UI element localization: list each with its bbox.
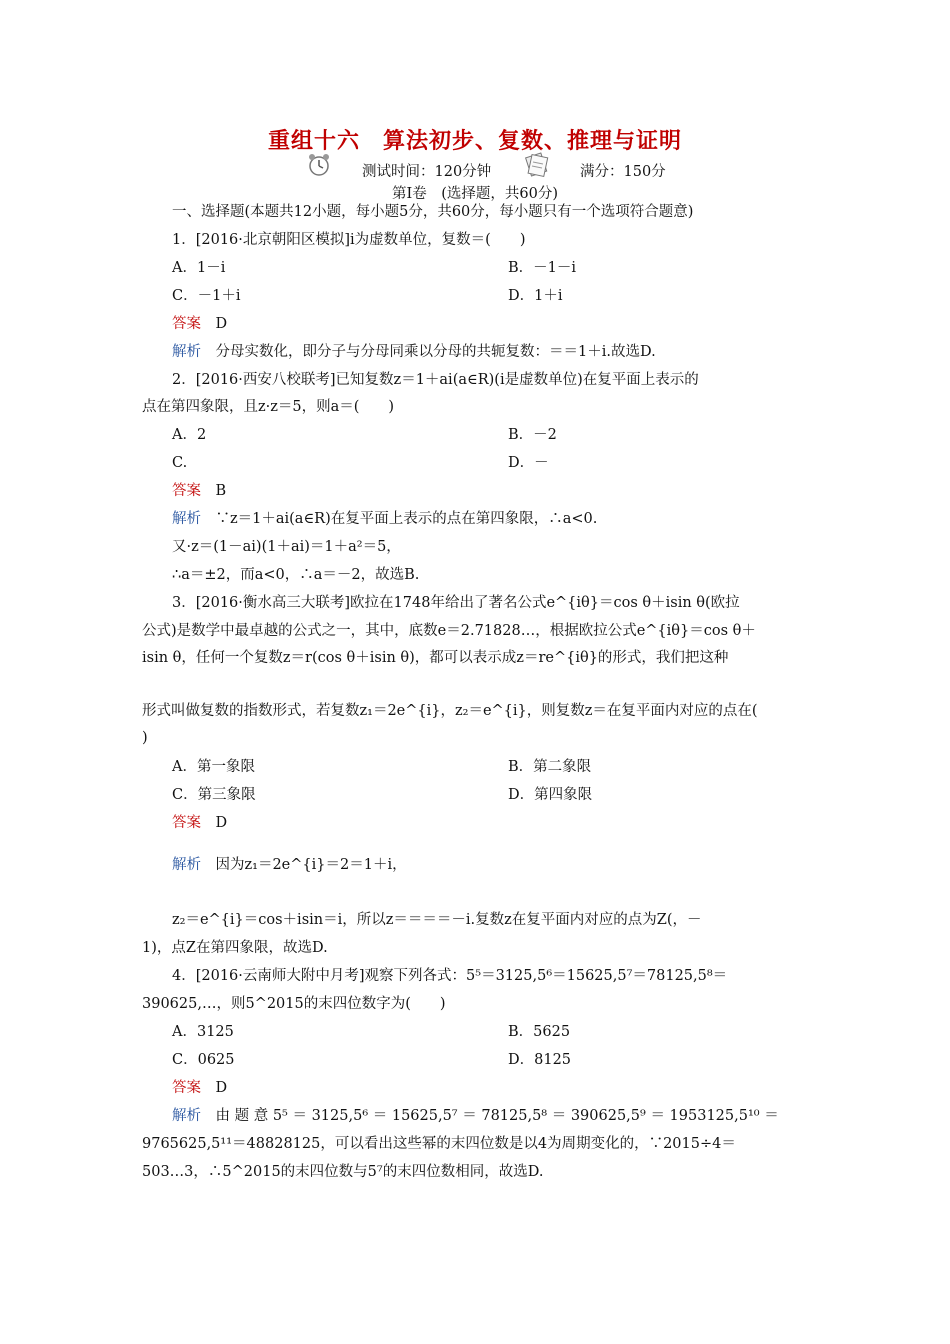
q2-option-a: A．2 xyxy=(172,427,207,443)
q1-analysis: 分母实数化，即分子与分母同乘以分母的共轭复数：＝＝1＋i.故选D. xyxy=(215,344,656,360)
analysis-label: 解析 xyxy=(172,1108,201,1124)
q3-analysis-line1: 因为z₁＝2e^{i}＝2＝1＋i， xyxy=(215,857,407,873)
q4-analysis-line2: 9765625,5¹¹＝48828125，可以看出这些幂的末四位数是以4为周期变化的，∵2015÷4＝ xyxy=(142,1136,736,1152)
q4-answer-row xyxy=(172,1078,227,1098)
q3-stem-line4: 形式叫做复数的指数形式，若复数z₁＝2e^{i}，z₂＝e^{i}，则复数z＝在复平面内对应的点在( xyxy=(142,703,758,719)
q1-analysis-row xyxy=(172,342,656,362)
page-title: 重组十六 算法初步、复数、推理与证明 xyxy=(267,129,682,154)
q2-option-d: D．－ xyxy=(508,455,549,471)
q1-answer-row xyxy=(172,314,227,334)
q2-answer-row xyxy=(172,481,226,501)
q2-answer: B xyxy=(215,483,227,499)
q1-stem: 1．[2016·北京朝阳区模拟]i为虚数单位，复数＝( ) xyxy=(172,232,526,248)
q4-answer: D xyxy=(215,1080,228,1096)
q1-answer: D xyxy=(215,316,228,332)
q3-analysis-line3: 1)，点Z在第四象限，故选D. xyxy=(142,940,328,956)
q4-option-a: A．3125 xyxy=(172,1024,234,1040)
q4-analysis-row xyxy=(172,1106,779,1126)
q4-option-d: D．8125 xyxy=(508,1052,572,1068)
q4-analysis-line1: 由 题 意 5⁵ ＝ 3125,5⁶ ＝ 15625,5⁷ ＝ 78125,5⁸ ＝ 390625,5⁹ ＝ 1953125,5¹⁰ ＝ xyxy=(215,1108,779,1124)
q3-analysis-line2: z₂＝e^{i}＝cos＋isin＝i，所以z＝＝＝＝－i.复数z在复平面内对应的点为Z(，－ xyxy=(172,912,702,928)
analysis-label: 解析 xyxy=(172,511,201,527)
q4-option-c: C．0625 xyxy=(172,1052,235,1068)
q4-stem-line2: 390625,…，则5^2015的末四位数字为( ) xyxy=(142,996,446,1012)
q3-stem-line2: 公式)是数学中最卓越的公式之一，其中，底数e＝2.71828…，根据欧拉公式e^{iθ}＝cos θ＋ xyxy=(142,623,756,639)
q4-option-b: B．5625 xyxy=(508,1024,571,1040)
alarm-clock-icon xyxy=(306,152,332,182)
answer-label: 答案 xyxy=(172,316,201,332)
volume-heading: 第Ⅰ卷 (选择题，共60分) xyxy=(392,186,558,202)
q3-option-b: B．第二象限 xyxy=(508,759,592,775)
q4-stem-line1: 4．[2016·云南师大附中月考]观察下列各式：5⁵＝3125,5⁶＝15625,5⁷＝78125,5⁸＝ xyxy=(172,968,728,984)
analysis-label: 解析 xyxy=(172,344,201,360)
q3-answer-row xyxy=(172,813,227,833)
full-score: 满分：150分 xyxy=(580,164,666,180)
q1-option-d: D．1＋i xyxy=(508,288,563,304)
q2-analysis-line3: ∴a＝±2，而a<0，∴a＝－2，故选B. xyxy=(172,567,420,583)
q1-option-c: C．－1＋i xyxy=(172,288,241,304)
q3-stem-line3: isin θ，任何一个复数z＝r(cos θ＋isin θ)，都可以表示成z＝re^{iθ}的形式，我们把这种 xyxy=(142,650,729,666)
q3-option-a: A．第一象限 xyxy=(172,759,255,775)
q1-option-b: B．－1－i xyxy=(508,260,577,276)
q3-option-d: D．第四象限 xyxy=(508,787,593,803)
q2-analysis-row xyxy=(172,509,597,529)
q3-stem-line5: ) xyxy=(142,730,148,746)
test-time: 测试时间：120分钟 xyxy=(362,164,492,180)
analysis-label: 解析 xyxy=(172,857,201,873)
q4-analysis-line3: 503…3，∴5^2015的末四位数与5⁷的末四位数相同，故选D. xyxy=(142,1164,544,1180)
q3-analysis-row xyxy=(172,855,407,875)
answer-label: 答案 xyxy=(172,1080,201,1096)
answer-label: 答案 xyxy=(172,483,201,499)
test-meta xyxy=(300,158,700,182)
q2-stem-line2: 点在第四象限，且z·z＝5，则a＝( ) xyxy=(142,399,395,415)
q3-stem-line1: 3．[2016·衡水高三大联考]欧拉在1748年给出了著名公式e^{iθ}＝cos θ＋isin θ(欧拉 xyxy=(172,595,740,611)
section-heading: 一、选择题(本题共12小题，每小题5分，共60分，每小题只有一个选项符合题意) xyxy=(172,204,694,220)
answer-label: 答案 xyxy=(172,815,201,831)
q3-option-c: C．第三象限 xyxy=(172,787,256,803)
q2-analysis-line1: ∵z＝1＋ai(a∈R)在复平面上表示的点在第四象限，∴a<0. xyxy=(215,511,598,527)
q1-option-a: A．1－i xyxy=(172,260,226,276)
q2-stem-line1: 2．[2016·西安八校联考]已知复数z＝1＋ai(a∈R)(i是虚数单位)在复平面上表示的 xyxy=(172,372,699,388)
q3-answer: D xyxy=(215,815,228,831)
q2-analysis-line2: 又·z＝(1－ai)(1＋ai)＝1＋a²＝5， xyxy=(172,539,401,555)
q2-option-c: C. xyxy=(172,455,188,471)
q2-option-b: B．－2 xyxy=(508,427,557,443)
paper-sheets-icon xyxy=(522,152,550,182)
